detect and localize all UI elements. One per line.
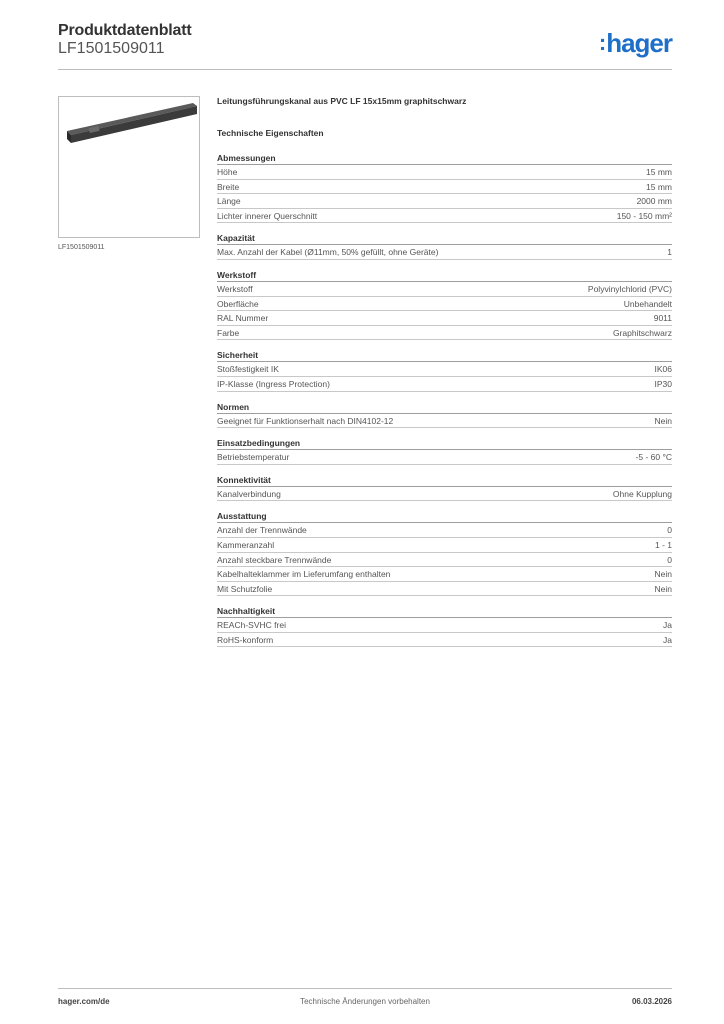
property-value: Ja xyxy=(663,620,672,631)
section-einsatzbedingungen xyxy=(217,437,672,465)
section-title: Kapazität xyxy=(217,232,672,245)
property-value: 0 xyxy=(667,554,672,565)
section-konnektivität xyxy=(217,474,672,502)
section-nachhaltigkeit xyxy=(217,605,672,647)
property-label: Anzahl der Trennwände xyxy=(217,525,307,536)
property-row xyxy=(217,567,672,582)
property-value: Polyvinylchlorid (PVC) xyxy=(587,283,672,294)
property-row xyxy=(217,194,672,209)
property-row xyxy=(217,297,672,312)
property-row xyxy=(217,523,672,538)
property-row xyxy=(217,618,672,633)
property-value: IP30 xyxy=(654,378,672,389)
section-title: Sicherheit xyxy=(217,349,672,362)
property-value: Nein xyxy=(654,415,672,426)
property-label: Oberfläche xyxy=(217,298,259,309)
property-label: Höhe xyxy=(217,167,238,177)
section-abmessungen xyxy=(217,152,672,223)
hager-logo: :hager xyxy=(598,28,672,58)
document-header xyxy=(58,20,672,68)
property-value: 15 mm xyxy=(646,167,672,177)
property-value: 9011 xyxy=(653,313,672,324)
property-value: Ja xyxy=(663,634,672,645)
property-row xyxy=(217,487,672,502)
section-title: Werkstoff xyxy=(217,269,672,282)
footer-date: 06.03.2026 xyxy=(631,997,672,1006)
property-label: Mit Schutzfolie xyxy=(217,583,273,594)
section-title: Nachhaltigkeit xyxy=(217,605,672,618)
property-label: Max. Anzahl der Kabel (Ø11mm, 50% gefüllt, ohne Geräte) xyxy=(217,247,439,258)
datasheet-content xyxy=(217,96,672,656)
property-value: -5 - 60 °C xyxy=(635,452,672,463)
product-image-caption: LF1501509011 xyxy=(58,244,105,251)
property-value: 1 xyxy=(667,247,672,258)
header-divider xyxy=(58,69,672,70)
property-row xyxy=(217,553,672,568)
property-label: Anzahl steckbare Trennwände xyxy=(217,554,332,565)
property-label: Kammeranzahl xyxy=(217,539,275,550)
property-row xyxy=(217,282,672,297)
property-row xyxy=(217,377,672,392)
property-label: RoHS-konform xyxy=(217,634,274,645)
property-label: Kabelhalteklammer im Lieferumfang enthalten xyxy=(217,569,391,580)
property-row xyxy=(217,538,672,553)
property-value: IK06 xyxy=(654,364,672,375)
property-label: Betriebstemperatur xyxy=(217,452,290,463)
property-row xyxy=(217,165,672,180)
property-value: 0 xyxy=(667,525,672,536)
property-row xyxy=(217,180,672,195)
property-label: Kanalverbindung xyxy=(217,488,281,499)
property-value: Nein xyxy=(654,583,672,594)
property-label: REACh-SVHC frei xyxy=(217,620,286,631)
property-value: 150 - 150 mm² xyxy=(616,210,672,221)
property-row xyxy=(217,450,672,465)
section-title: Abmessungen xyxy=(217,152,672,165)
property-row xyxy=(217,311,672,326)
property-row xyxy=(217,245,672,260)
property-row xyxy=(217,414,672,429)
property-label: Stoßfestigkeit IK xyxy=(217,364,279,375)
property-label: IP-Klasse (Ingress Protection) xyxy=(217,378,330,389)
property-value: Graphitschwarz xyxy=(612,327,672,338)
property-value: Ohne Kupplung xyxy=(612,488,672,499)
section-title: Einsatzbedingungen xyxy=(217,437,672,450)
property-label: Breite xyxy=(217,181,240,192)
product-image xyxy=(58,96,200,238)
property-label: Länge xyxy=(217,196,241,207)
property-value: 2000 mm xyxy=(636,196,672,207)
article-number: LF1501509011 xyxy=(58,40,165,57)
section-kapazität xyxy=(217,232,672,260)
property-row xyxy=(217,582,672,597)
logo-text: hager xyxy=(606,28,672,58)
footer-website-link[interactable]: hager.com/de xyxy=(58,997,110,1006)
property-label: Geeignet für Funktionserhalt nach DIN4102-12 xyxy=(217,415,394,426)
section-normen xyxy=(217,401,672,429)
property-value: Nein xyxy=(654,569,672,580)
property-row xyxy=(217,209,672,224)
property-label: Farbe xyxy=(217,327,240,338)
section-title: Konnektivität xyxy=(217,474,672,487)
technical-properties-heading: Technische Eigenschaften xyxy=(217,128,324,138)
property-sections xyxy=(217,152,672,647)
property-label: RAL Nummer xyxy=(217,313,269,324)
section-werkstoff xyxy=(217,269,672,340)
property-value: Unbehandelt xyxy=(623,298,672,309)
property-row xyxy=(217,633,672,648)
property-value: 15 mm xyxy=(646,181,672,192)
property-row xyxy=(217,326,672,341)
property-row xyxy=(217,362,672,377)
footer-divider xyxy=(58,988,672,989)
section-title: Normen xyxy=(217,401,672,414)
document-title: Produktdatenblatt xyxy=(58,22,192,39)
section-ausstattung xyxy=(217,510,672,596)
product-name: Leitungsführungskanal aus PVC LF 15x15mm graphitschwarz xyxy=(217,96,467,106)
section-sicherheit xyxy=(217,349,672,391)
section-title: Ausstattung xyxy=(217,510,672,523)
cable-duct-illustration xyxy=(59,97,199,237)
footer-notice: Technische Änderungen vorbehalten xyxy=(300,997,430,1006)
property-label: Lichter innerer Querschnitt xyxy=(217,210,318,221)
property-value: 1 - 1 xyxy=(654,539,672,550)
property-label: Werkstoff xyxy=(217,283,253,294)
